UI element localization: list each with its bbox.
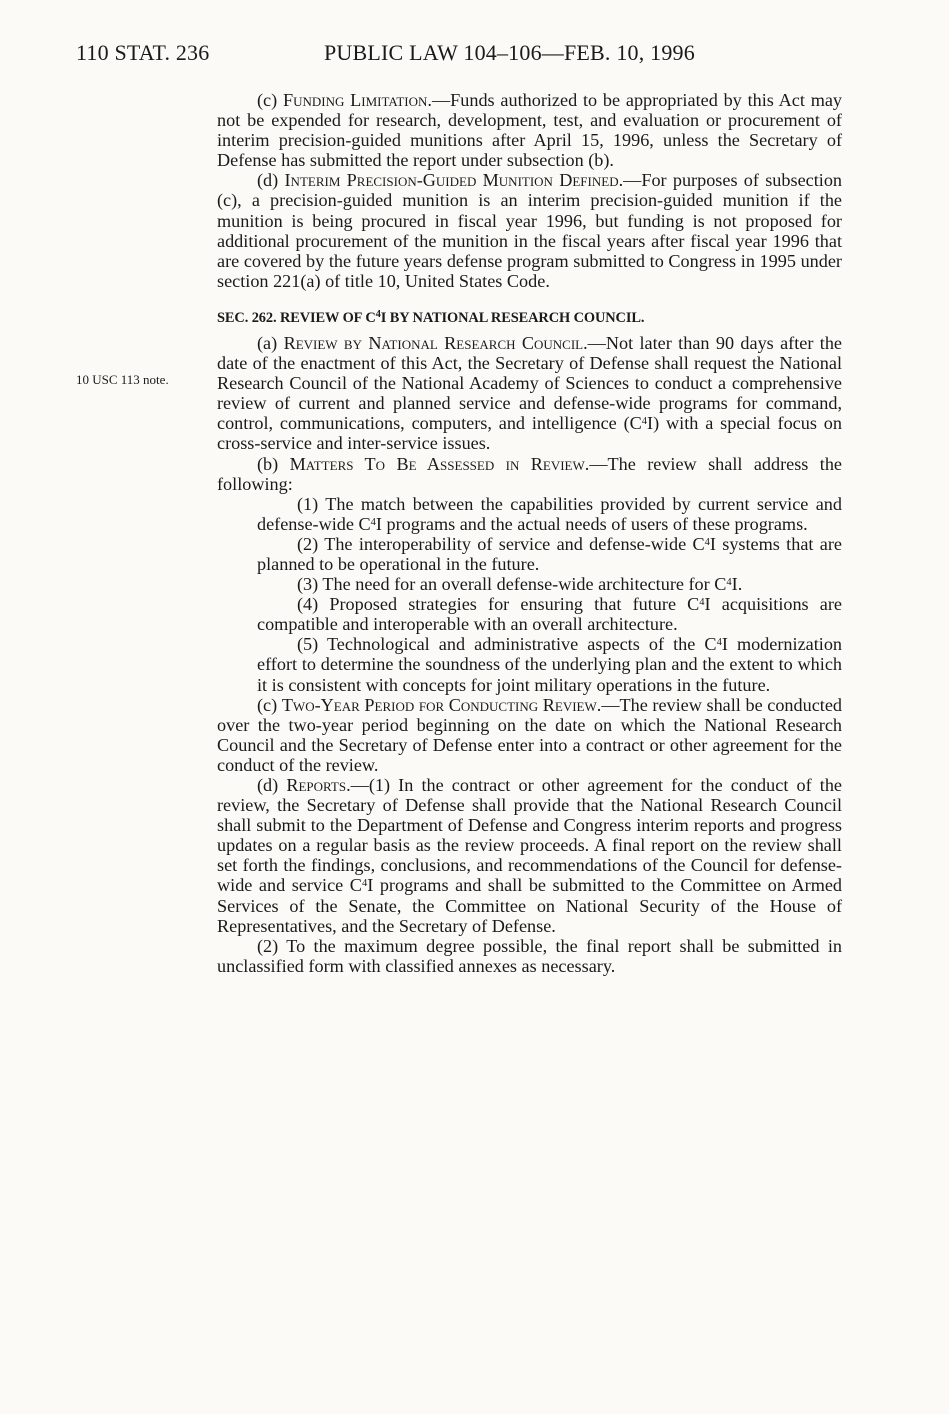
subsection-a-review <box>217 333 842 454</box>
list-item <box>257 634 842 694</box>
list-item <box>257 594 842 634</box>
superscript: 4 <box>726 577 732 589</box>
subsection-label: (c) <box>257 90 278 110</box>
subsection-d-reports-paragraph-2: (2) To the maximum degree possible, the final report shall be submitted in unclassified form with classified annexes as necessary. <box>217 935 842 976</box>
item-text: I systems that are planned to be operational in the future. <box>257 533 842 574</box>
item-text: I. <box>731 574 743 595</box>
page-number: 110 STAT. 236 <box>76 40 210 65</box>
body-text <box>217 90 842 976</box>
superscript: 4 <box>375 308 381 320</box>
subsection-text: I) with a special focus on cross-service and inter-service issues. <box>217 413 842 454</box>
superscript: 4 <box>699 597 705 609</box>
subsection-heading: Reports. <box>286 775 351 795</box>
item-text: I modernization effort to determine the soundness of the underlying plan and the extent to which it is consistent with concepts for joint military operations in the future. <box>257 634 843 695</box>
list-item <box>257 494 842 534</box>
list-item <box>257 574 842 594</box>
subsection-d-interim-definition <box>217 170 842 291</box>
subsection-label: (a) <box>257 332 278 353</box>
item-text: (1) The match between the capabilities provided by current service and defense-wide C <box>257 493 842 534</box>
superscript: 4 <box>704 536 710 548</box>
item-text: (4) Proposed strategies for ensuring that future C <box>297 594 700 615</box>
subsection-c-two-year-period <box>217 695 842 775</box>
item-text: I programs and the actual needs of users of these programs. <box>375 513 808 534</box>
superscript: 4 <box>716 637 722 649</box>
subsection-text: —Not later than 90 days after the date of the enactment of this Act, the Secretary of Defense shall request the National Research Council of the National Academy of Sciences to conduct a comprehensive review of current and planned service and defense-wide programs for command, control, communications, computers, and intelligence (C <box>217 332 842 434</box>
margin-note: 10 USC 113 note. <box>76 372 169 387</box>
section-heading-part: I BY NATIONAL RESEARCH COUNCIL. <box>380 309 645 326</box>
subsection-b-matters <box>217 454 842 494</box>
subsection-text: —Funds authorized to be appropriated by this Act may not be expended for research, development, test, and evaluation or procurement of interim precision-guided munitions after April 15, 1996, unless the Secretary of Defense has submitted the report under subsection (b). <box>217 90 843 171</box>
superscript: 4 <box>641 416 648 428</box>
subsection-text: —For purposes of subsection (c), a precision-guided munition is an interim precision-guided munition if the munition is being procured in fiscal year 1996, but funding is not proposed for additional procurement of the munition in the fiscal years after fiscal year 1996 that are covered by the future years defense program submitted to Congress in 1995 under section 221(a) of title 10, United States Code. <box>217 170 843 291</box>
subsection-heading: Two-Year Period for Conducting Review. <box>281 694 602 715</box>
subsection-heading: Review by National Research Council. <box>283 332 588 353</box>
subsection-text: I programs and shall be submitted to the Committee on Armed Services of the Senate, the Committee on National Security of the House of Representatives, and the Secretary of Defense. <box>217 875 843 936</box>
subsection-d-reports <box>217 775 842 936</box>
subsection-label: (c) <box>257 694 278 715</box>
subsection-label: (b) <box>257 453 279 474</box>
subsection-c-funding-limitation <box>217 90 842 170</box>
section-heading <box>217 308 842 328</box>
item-text: (5) Technological and administrative aspects of the C <box>297 634 717 655</box>
subsection-text: —(1) In the contract or other agreement for the conduct of the review, the Secretary of Defense shall provide that the National Research Council shall submit to the Department of Defense and Congress interim reports and progress updates on a regular basis as the review proceeds. A final report on the review shall set forth the findings, conclusions, and recommendations of the Council for defense-wide and service C <box>217 775 842 896</box>
list-item <box>257 534 842 574</box>
subsection-label: (d) <box>257 170 279 191</box>
section-heading-part: SEC. 262. REVIEW OF C <box>217 309 376 326</box>
item-text: (3) The need for an overall defense-wide architecture for C <box>297 574 727 595</box>
superscript: 4 <box>370 516 376 528</box>
subsection-heading: Matters To Be Assessed in Review. <box>289 453 590 474</box>
item-text: (2) The interoperability of service and defense-wide C <box>297 533 705 554</box>
subsection-text: —The review shall address the following: <box>217 453 843 494</box>
superscript: 4 <box>361 878 368 890</box>
subsection-heading: Funding Limitation. <box>283 90 432 110</box>
subsection-label: (d) <box>257 775 279 795</box>
item-text: I acquisitions are compatible and interoperable with an overall architecture. <box>257 594 842 635</box>
subsection-text: —The review shall be conducted over the two-year period beginning on the date on which the National Research Council and the Secretary of Defense enter into a contract or other agreement for the conduct of the review. <box>217 694 843 775</box>
running-head: PUBLIC LAW 104–106—FEB. 10, 1996 <box>324 40 695 65</box>
subsection-heading: Interim Precision-Guided Munition Defined. <box>284 170 624 191</box>
